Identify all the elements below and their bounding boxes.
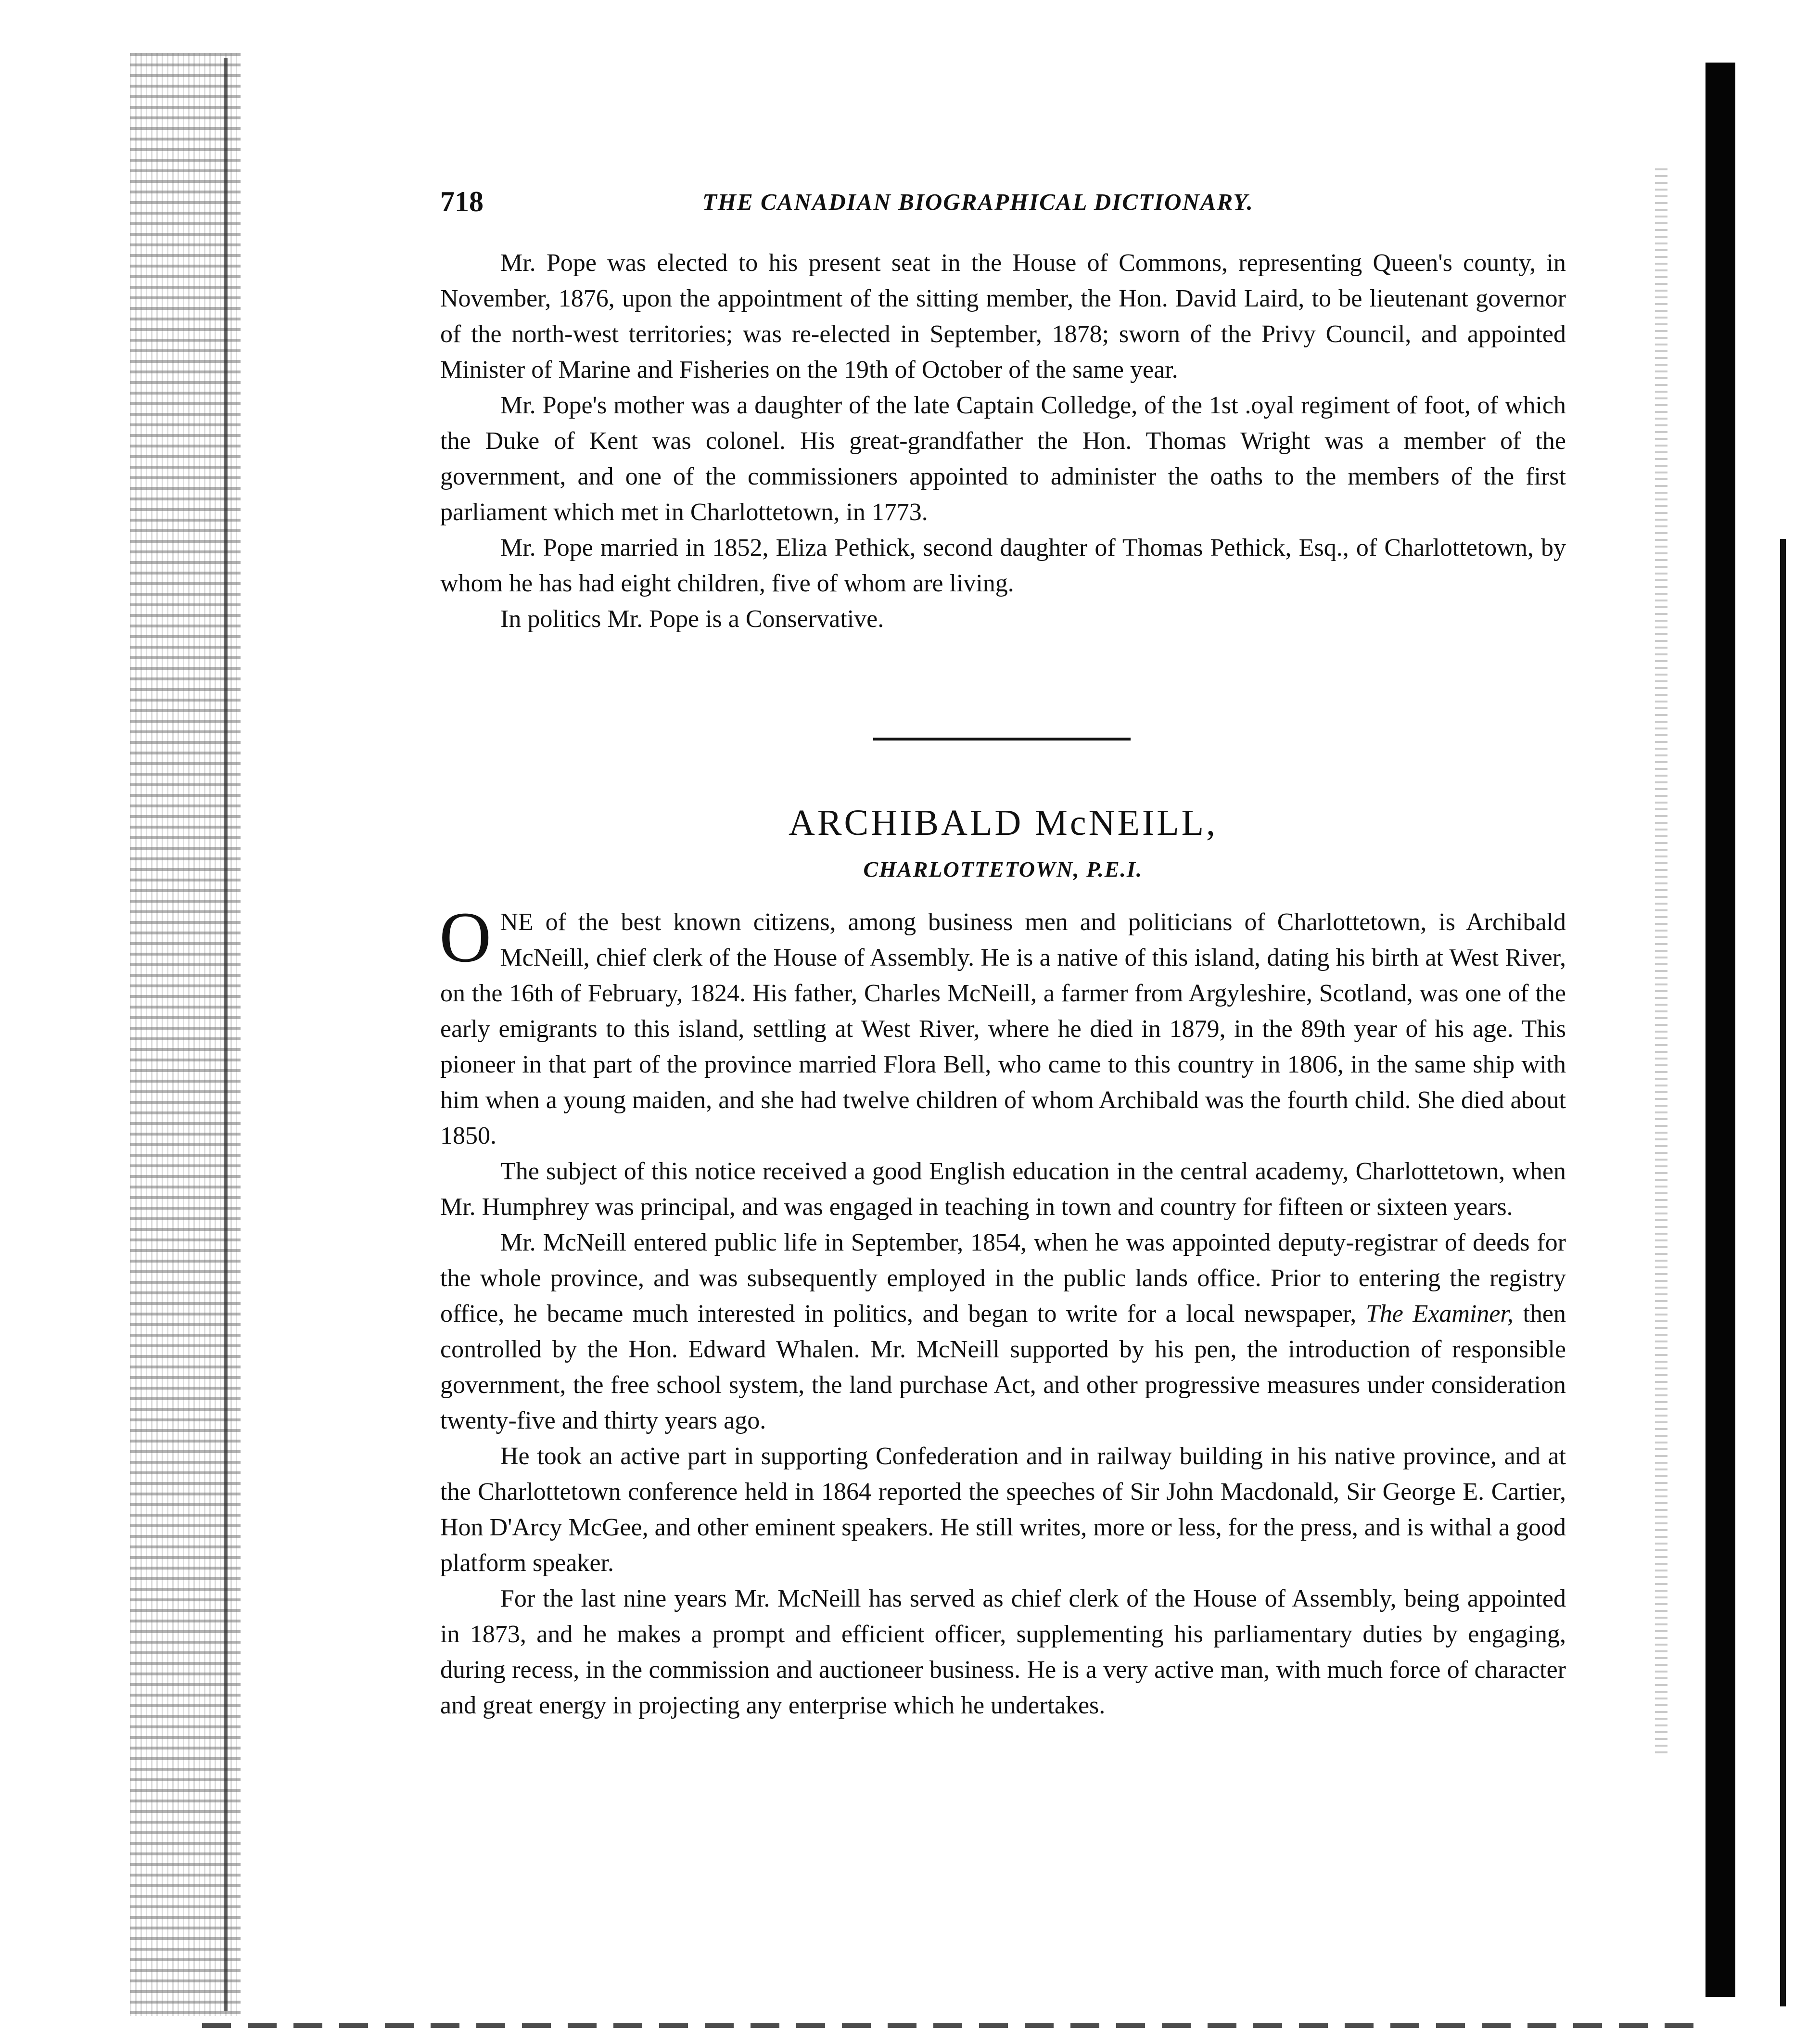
mcneill-paragraph-3-part-a: Mr. McNeill entered public life in September, 1854, when he was appointed deputy-registrar of deeds for the whole province, and was subsequently employed in the public lands office. Prior to entering the registry office, he became much interested in politics, and began to write for a local newspaper, bbox=[440, 1229, 1566, 1328]
running-title: THE CANADIAN BIOGRAPHICAL DICTIONARY. bbox=[702, 189, 1254, 215]
mcneill-paragraph-5: For the last nine years Mr. McNeill has served as chief clerk of the House of Assembly, being appointed in 1873, and he makes a prompt and efficient officer, supplementing his parliamentary duties by engaging, during recess, in the commission and auctioneer business. He is a very active man, with much force of character and great energy in projecting any enterprise which he undertakes. bbox=[440, 1585, 1566, 1719]
pope-paragraph-3: Mr. Pope married in 1852, Eliza Pethick, second daughter of Thomas Pethick, Esq., of Charlottetown, by whom he has had eight children, five of whom are living. bbox=[440, 534, 1566, 597]
article-title: ARCHIBALD McNEILL, bbox=[788, 803, 1218, 843]
section-divider bbox=[873, 738, 1131, 741]
pope-paragraph-1: Mr. Pope was elected to his present seat in the House of Commons, representing Queen's county, in November, 1876, upon the appointment of the sitting member, the Hon. David Laird, to be lieutenant governor of the north-west territories; was re-elected in September, 1878; sworn of the Privy Council, and appointed Minister of Marine and Fisheries on the 19th of October of the same year. bbox=[440, 249, 1566, 383]
pope-paragraph-4: In politics Mr. Pope is a Conservative. bbox=[500, 605, 884, 633]
newspaper-title: The Examiner, bbox=[1365, 1300, 1514, 1328]
scan-right-border bbox=[1705, 63, 1735, 1997]
article-subtitle: CHARLOTTETOWN, P.E.I. bbox=[863, 857, 1143, 881]
running-head bbox=[440, 185, 1566, 224]
mcneill-paragraph-1 bbox=[439, 897, 1566, 1154]
page-number: 718 bbox=[440, 186, 484, 217]
pope-paragraph-2: Mr. Pope's mother was a daughter of the late Captain Colledge, of the 1st .oyal regiment of foot, of which the Duke of Kent was colonel. His great-grandfather the Hon. Thomas Wright was a member of the government, and one of the commissioners appointed to administer the oaths to the members of the first parliament which met in Charlottetown, in 1773. bbox=[440, 392, 1566, 526]
scan-right-edge bbox=[1780, 539, 1799, 2006]
mcneill-article-body bbox=[439, 897, 1566, 1724]
drop-cap: O bbox=[439, 897, 492, 977]
mcneill-paragraph-4: He took an active part in supporting Confederation and in railway building in his native province, and at the Charlottetown conference held in 1864 reported the speeches of Sir John Macdonald, Sir George E. Cartier, Hon D'Arcy McGee, and other eminent speakers. He still writes, more or less, for the press, and is withal a good platform speaker. bbox=[440, 1443, 1566, 1577]
mcneill-paragraph-3-part-b: then controlled by the Hon. Edward Whalen. Mr. McNeill supported by his pen, the introduction of responsible government, the free school system, the land purchase Act, and other progressive measures under consideration twenty-five and thirty years ago. bbox=[440, 1300, 1566, 1434]
mcneill-paragraph-2: The subject of this notice received a good English education in the central academy, Charlottetown, when Mr. Humphrey was principal, and was engaged in teaching in town and country for fifteen or sixteen years. bbox=[440, 1158, 1566, 1221]
mcneill-paragraph-3 bbox=[440, 1225, 1566, 1439]
scan-right-texture bbox=[1655, 168, 1667, 1756]
scan-binding-edge bbox=[224, 58, 228, 2011]
pope-section bbox=[440, 245, 1566, 637]
mcneill-paragraph-1-text: NE of the best known citizens, among business men and politicians of Charlottetown, is Archibald McNeill, chief clerk of the House of Assembly. He is a native of this island, dating his birth at West River, on the 16th of February, 1824. His father, Charles McNeill, a farmer from Argyleshire, Scotland, was one of the early emigrants to this island, settling at West River, where he died in 1879, in the 89th year of his age. This pioneer in that part of the province married Flora Bell, who came to this country in 1806, in the same ship with him when a young maiden, and she had twelve children of whom Archibald was the fourth child. She died about 1850. bbox=[440, 908, 1566, 1149]
scan-bottom-edge bbox=[202, 2023, 1693, 2028]
